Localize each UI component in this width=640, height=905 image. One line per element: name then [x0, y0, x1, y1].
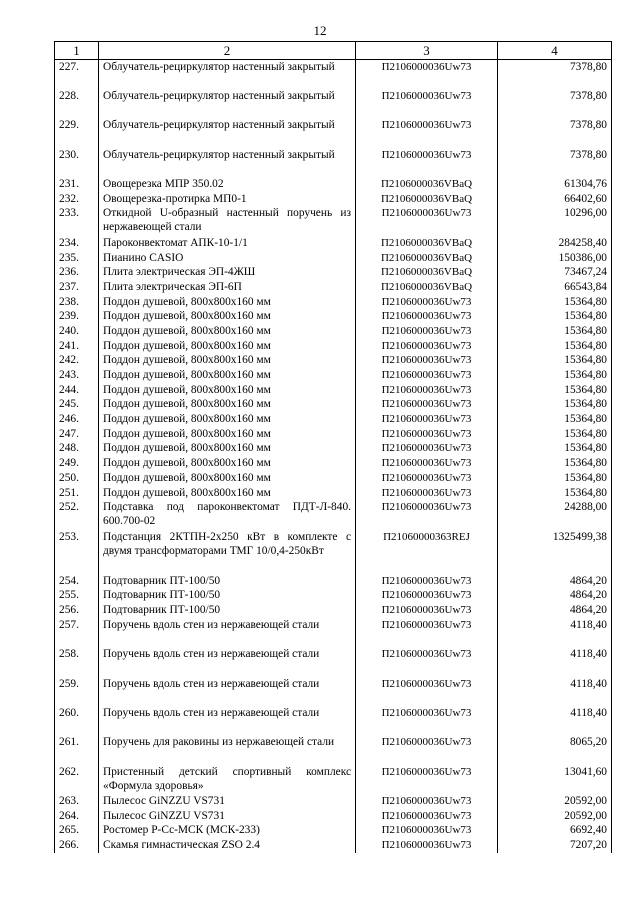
row-number: 263. — [55, 794, 99, 809]
row-number: 238. — [55, 295, 99, 310]
row-code: П2106000036Uw73 — [356, 794, 498, 809]
row-name: Поддон душевой, 800x800x160 мм — [99, 486, 356, 501]
row-price: 1325499,38 — [498, 530, 612, 574]
table-row — [55, 486, 612, 501]
row-number: 242. — [55, 353, 99, 368]
table-row — [55, 765, 612, 794]
row-name: Поддон душевой, 800x800x160 мм — [99, 427, 356, 442]
row-number: 258. — [55, 647, 99, 676]
row-price: 15364,80 — [498, 324, 612, 339]
row-number: 257. — [55, 618, 99, 647]
table-row — [55, 118, 612, 147]
row-name: Поручень вдоль стен из нержавеющей стали — [99, 706, 356, 735]
row-price: 15364,80 — [498, 412, 612, 427]
table-row — [55, 251, 612, 266]
row-price: 4118,40 — [498, 647, 612, 676]
row-name: Облучатель-рециркулятор настенный закрытый — [99, 60, 356, 89]
row-price: 15364,80 — [498, 295, 612, 310]
row-code: П2106000036VBaQ — [356, 236, 498, 251]
row-number: 228. — [55, 89, 99, 118]
row-name: Поддон душевой, 800x800x160 мм — [99, 324, 356, 339]
row-price: 284258,40 — [498, 236, 612, 251]
table-row — [55, 706, 612, 735]
table-row — [55, 148, 612, 177]
table-row — [55, 588, 612, 603]
row-number: 236. — [55, 265, 99, 280]
table-row — [55, 574, 612, 589]
row-code: П2106000036Uw73 — [356, 339, 498, 354]
row-name: Поручень вдоль стен из нержавеющей стали — [99, 618, 356, 647]
row-number: 253. — [55, 530, 99, 574]
table-row — [55, 441, 612, 456]
row-number: 232. — [55, 192, 99, 207]
table-row — [55, 603, 612, 618]
table-header-row — [55, 42, 612, 60]
row-name: Поддон душевой, 800x800x160 мм — [99, 397, 356, 412]
table-row — [55, 339, 612, 354]
table-row — [55, 397, 612, 412]
row-price: 15364,80 — [498, 441, 612, 456]
column-header-number: 1 — [55, 42, 99, 60]
row-price: 61304,76 — [498, 177, 612, 192]
row-code: П2106000036Uw73 — [356, 647, 498, 676]
row-name: Пианино CASIO — [99, 251, 356, 266]
row-code: П2106000036VBaQ — [356, 265, 498, 280]
table-row — [55, 206, 612, 235]
table-row — [55, 427, 612, 442]
row-price: 4118,40 — [498, 618, 612, 647]
row-price: 8065,20 — [498, 735, 612, 764]
table-row — [55, 456, 612, 471]
row-name: Пылесос GiNZZU VS731 — [99, 809, 356, 824]
row-name: Поручень вдоль стен из нержавеющей стали — [99, 677, 356, 706]
table-row — [55, 794, 612, 809]
row-code: П2106000036Uw73 — [356, 486, 498, 501]
table-row — [55, 265, 612, 280]
row-code: П2106000036Uw73 — [356, 765, 498, 794]
row-code: П2106000036Uw73 — [356, 89, 498, 118]
row-number: 241. — [55, 339, 99, 354]
row-price: 15364,80 — [498, 339, 612, 354]
row-price: 150386,00 — [498, 251, 612, 266]
row-name: Плита электрическая ЭП-6П — [99, 280, 356, 295]
row-number: 230. — [55, 148, 99, 177]
row-code: П2106000036Uw73 — [356, 618, 498, 647]
row-code: П2106000036VBaQ — [356, 280, 498, 295]
row-number: 244. — [55, 383, 99, 398]
row-price: 13041,60 — [498, 765, 612, 794]
table-row — [55, 383, 612, 398]
row-name: Подтоварник ПТ-100/50 — [99, 603, 356, 618]
row-price: 4118,40 — [498, 677, 612, 706]
column-header-price: 4 — [498, 42, 612, 60]
column-header-name: 2 — [99, 42, 356, 60]
row-name: Облучатель-рециркулятор настенный закрытый — [99, 148, 356, 177]
row-name: Пристенный детский спортивный комплекс «Формула здоровья» — [99, 765, 356, 794]
row-code: П21060000363REJ — [356, 530, 498, 574]
row-code: П2106000036Uw73 — [356, 60, 498, 89]
row-price: 15364,80 — [498, 456, 612, 471]
table-row — [55, 500, 612, 529]
table-row — [55, 324, 612, 339]
column-header-code: 3 — [356, 42, 498, 60]
row-price: 15364,80 — [498, 353, 612, 368]
row-number: 262. — [55, 765, 99, 794]
row-price: 20592,00 — [498, 794, 612, 809]
row-name: Поддон душевой, 800x800x160 мм — [99, 441, 356, 456]
table-row — [55, 60, 612, 89]
table-row — [55, 471, 612, 486]
row-code: П2106000036Uw73 — [356, 324, 498, 339]
row-code: П2106000036VBaQ — [356, 192, 498, 207]
row-number: 233. — [55, 206, 99, 235]
table-row — [55, 838, 612, 853]
row-code: П2106000036Uw73 — [356, 383, 498, 398]
row-code: П2106000036Uw73 — [356, 706, 498, 735]
row-code: П2106000036Uw73 — [356, 588, 498, 603]
row-price: 7207,20 — [498, 838, 612, 853]
row-code: П2106000036Uw73 — [356, 148, 498, 177]
row-number: 231. — [55, 177, 99, 192]
row-code: П2106000036Uw73 — [356, 838, 498, 853]
row-code: П2106000036VBaQ — [356, 251, 498, 266]
row-name: Поддон душевой, 800x800x160 мм — [99, 368, 356, 383]
row-code: П2106000036Uw73 — [356, 823, 498, 838]
row-price: 4864,20 — [498, 574, 612, 589]
row-name: Пылесос GiNZZU VS731 — [99, 794, 356, 809]
row-name: Пароконвектомат АПК-10-1/1 — [99, 236, 356, 251]
table-row — [55, 618, 612, 647]
row-code: П2106000036Uw73 — [356, 368, 498, 383]
row-name: Поручень для раковины из нержавеющей стали — [99, 735, 356, 764]
row-code: П2106000036Uw73 — [356, 441, 498, 456]
row-price: 10296,00 — [498, 206, 612, 235]
row-number: 254. — [55, 574, 99, 589]
table-row — [55, 823, 612, 838]
row-code: П2106000036Uw73 — [356, 574, 498, 589]
row-number: 250. — [55, 471, 99, 486]
row-name: Поддон душевой, 800x800x160 мм — [99, 412, 356, 427]
row-number: 249. — [55, 456, 99, 471]
row-number: 252. — [55, 500, 99, 529]
row-name: Овощерезка МПР 350.02 — [99, 177, 356, 192]
row-name: Поддон душевой, 800x800x160 мм — [99, 339, 356, 354]
row-code: П2106000036Uw73 — [356, 471, 498, 486]
row-name: Поддон душевой, 800x800x160 мм — [99, 456, 356, 471]
row-code: П2106000036Uw73 — [356, 603, 498, 618]
table-row — [55, 295, 612, 310]
row-number: 247. — [55, 427, 99, 442]
table-row — [55, 677, 612, 706]
table-row — [55, 368, 612, 383]
row-name: Поддон душевой, 800x800x160 мм — [99, 309, 356, 324]
inventory-table — [54, 41, 612, 853]
row-price: 7378,80 — [498, 148, 612, 177]
table-row — [55, 809, 612, 824]
table-row — [55, 280, 612, 295]
row-number: 266. — [55, 838, 99, 853]
row-name: Поддон душевой, 800x800x160 мм — [99, 295, 356, 310]
row-name: Скамья гимнастическая ZSO 2.4 — [99, 838, 356, 853]
table-row — [55, 236, 612, 251]
table-row — [55, 177, 612, 192]
row-price: 73467,24 — [498, 265, 612, 280]
row-price: 4864,20 — [498, 603, 612, 618]
table-row — [55, 309, 612, 324]
row-number: 265. — [55, 823, 99, 838]
row-price: 7378,80 — [498, 89, 612, 118]
row-price: 15364,80 — [498, 309, 612, 324]
table-row — [55, 89, 612, 118]
row-code: П2106000036Uw73 — [356, 735, 498, 764]
row-price: 7378,80 — [498, 118, 612, 147]
table-row — [55, 530, 612, 574]
row-name: Овощерезка-протирка МП0-1 — [99, 192, 356, 207]
row-code: П2106000036Uw73 — [356, 397, 498, 412]
row-code: П2106000036Uw73 — [356, 456, 498, 471]
row-name: Плита электрическая ЭП-4ЖШ — [99, 265, 356, 280]
table-body — [55, 60, 612, 853]
row-code: П2106000036Uw73 — [356, 809, 498, 824]
row-name: Откидной U-образный настенный поручень из нержавеющей стали — [99, 206, 356, 235]
row-number: 255. — [55, 588, 99, 603]
row-number: 248. — [55, 441, 99, 456]
row-number: 239. — [55, 309, 99, 324]
row-number: 235. — [55, 251, 99, 266]
row-price: 24288,00 — [498, 500, 612, 529]
row-number: 229. — [55, 118, 99, 147]
row-number: 227. — [55, 60, 99, 89]
row-price: 4118,40 — [498, 706, 612, 735]
row-name: Поручень вдоль стен из нержавеющей стали — [99, 647, 356, 676]
row-number: 246. — [55, 412, 99, 427]
row-code: П2106000036Uw73 — [356, 427, 498, 442]
row-price: 15364,80 — [498, 397, 612, 412]
row-number: 260. — [55, 706, 99, 735]
row-price: 4864,20 — [498, 588, 612, 603]
row-number: 234. — [55, 236, 99, 251]
row-number: 245. — [55, 397, 99, 412]
row-code: П2106000036Uw73 — [356, 295, 498, 310]
row-number: 256. — [55, 603, 99, 618]
row-name: Поддон душевой, 800x800x160 мм — [99, 471, 356, 486]
row-number: 261. — [55, 735, 99, 764]
table-row — [55, 412, 612, 427]
row-name: Поддон душевой, 800x800x160 мм — [99, 353, 356, 368]
row-name: Поддон душевой, 800x800x160 мм — [99, 383, 356, 398]
table-row — [55, 647, 612, 676]
row-number: 251. — [55, 486, 99, 501]
row-price: 15364,80 — [498, 383, 612, 398]
row-price: 15364,80 — [498, 486, 612, 501]
row-code: П2106000036Uw73 — [356, 309, 498, 324]
row-price: 15364,80 — [498, 471, 612, 486]
row-name: Ростомер Р-Сс-МСК (МСК-233) — [99, 823, 356, 838]
row-price: 15364,80 — [498, 427, 612, 442]
row-code: П2106000036Uw73 — [356, 353, 498, 368]
row-price: 20592,00 — [498, 809, 612, 824]
row-price: 15364,80 — [498, 368, 612, 383]
row-price: 66543,84 — [498, 280, 612, 295]
row-name: Подставка под пароконвектомат ПДТ-Л-840. 600.700-02 — [99, 500, 356, 529]
row-number: 259. — [55, 677, 99, 706]
row-number: 237. — [55, 280, 99, 295]
row-code: П2106000036Uw73 — [356, 677, 498, 706]
row-number: 240. — [55, 324, 99, 339]
row-price: 6692,40 — [498, 823, 612, 838]
row-name: Подтоварник ПТ-100/50 — [99, 574, 356, 589]
row-name: Облучатель-рециркулятор настенный закрытый — [99, 118, 356, 147]
row-number: 243. — [55, 368, 99, 383]
row-price: 66402,60 — [498, 192, 612, 207]
row-name: Подтоварник ПТ-100/50 — [99, 588, 356, 603]
row-name: Подстанция 2КТПН-2x250 кВт в комплекте с двумя трансформаторами ТМГ 10/0,4-250кВт — [99, 530, 356, 574]
row-code: П2106000036Uw73 — [356, 206, 498, 235]
row-code: П2106000036Uw73 — [356, 500, 498, 529]
table-row — [55, 735, 612, 764]
row-number: 264. — [55, 809, 99, 824]
row-code: П2106000036Uw73 — [356, 412, 498, 427]
row-price: 7378,80 — [498, 60, 612, 89]
row-code: П2106000036Uw73 — [356, 118, 498, 147]
row-name: Облучатель-рециркулятор настенный закрытый — [99, 89, 356, 118]
table-row — [55, 353, 612, 368]
table-row — [55, 192, 612, 207]
page-number: 12 — [313, 23, 327, 38]
row-code: П2106000036VBaQ — [356, 177, 498, 192]
